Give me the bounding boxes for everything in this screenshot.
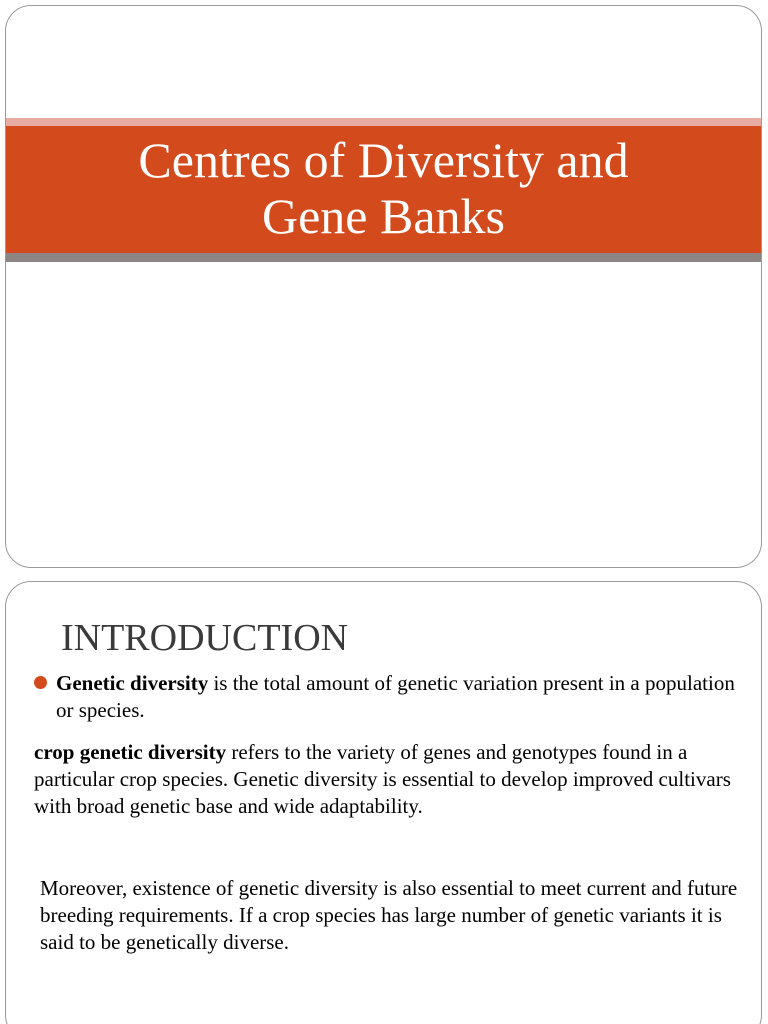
introduction-heading: INTRODUCTION xyxy=(61,617,349,659)
bullet-text xyxy=(56,670,744,724)
slide-title-line-1: Centres of Diversity and xyxy=(138,132,629,188)
title-band-top-stripe xyxy=(6,118,761,126)
paragraph-moreover: Moreover, existence of genetic diversity is also essential to meet current and future breeding requirements. If a crop species has large number of genetic variants it is said to be genetically diverse. xyxy=(40,876,738,954)
slide-title-line-2: Gene Banks xyxy=(262,188,505,244)
paragraph-crop-genetic-diversity xyxy=(34,739,734,820)
introduction-slide xyxy=(5,581,762,1024)
bullet-dot-icon xyxy=(34,676,47,689)
title-slide xyxy=(5,5,762,568)
paragraph-term: crop genetic diversity xyxy=(34,740,227,764)
slide-title xyxy=(6,126,761,253)
paragraph-definition: refers to the variety of genes and genotypes found in a particular crop species. Genetic diversity is essential to develop improved cultivars with broad genetic base and wide adaptability. xyxy=(34,740,731,818)
bullet-term: Genetic diversity xyxy=(56,671,209,695)
bullet-item-genetic-diversity xyxy=(34,670,744,724)
title-band-bottom-stripe xyxy=(6,253,761,262)
bullet-definition: is the total amount of genetic variation present in a population or species. xyxy=(56,671,735,722)
